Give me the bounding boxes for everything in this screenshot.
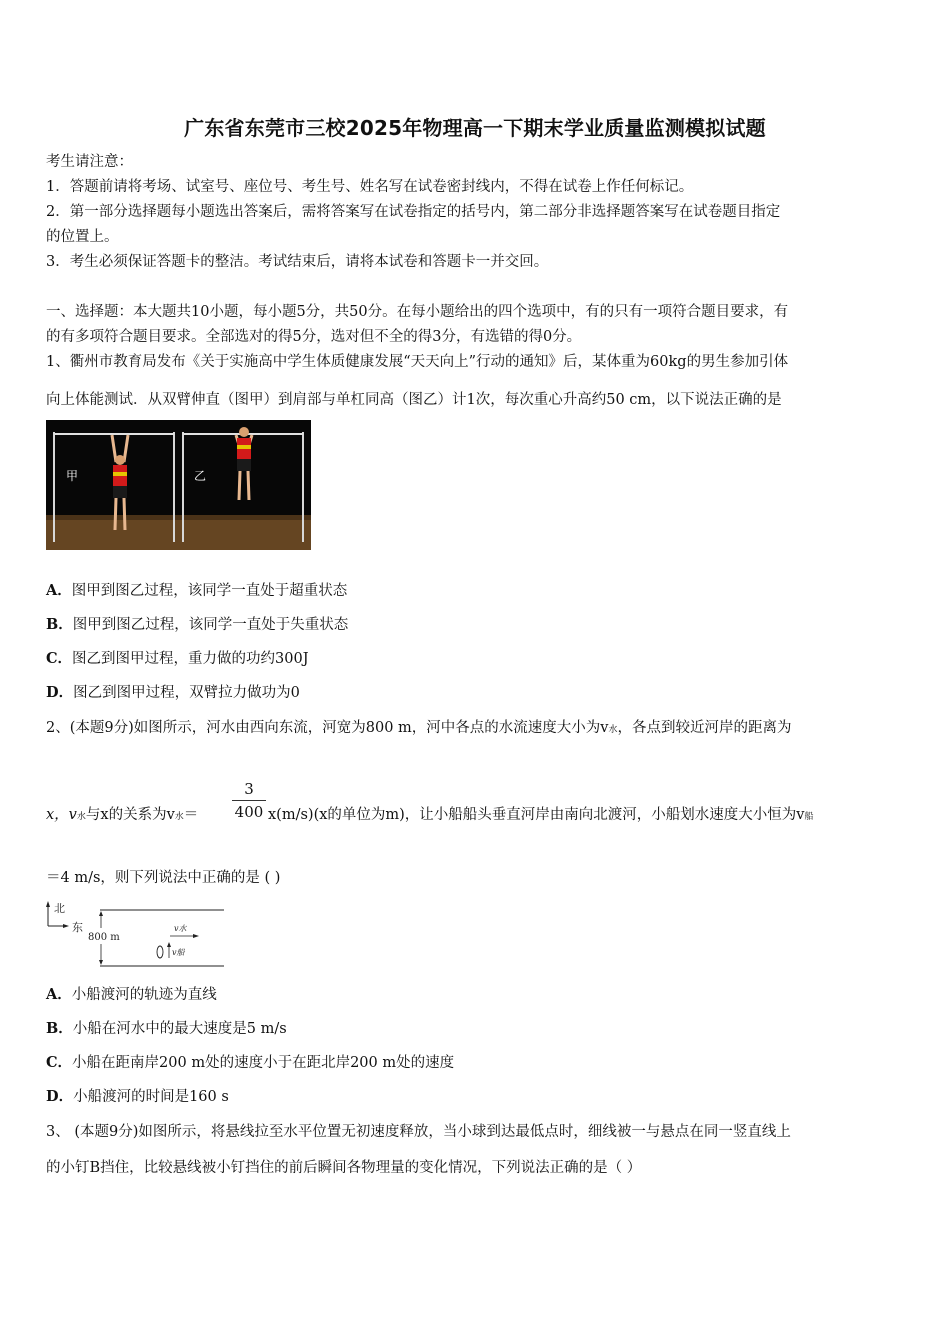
fraction-numerator: 3 [244, 780, 254, 798]
q1-stem-line2: 向上体能测试．从双臂伸直（图甲）到肩部与单杠同高（图乙）计1次，每次重心升高约50 cm，以下说法正确的是 [46, 392, 782, 408]
q2-stem-line1 [46, 718, 908, 740]
v-boat-label: v船 [172, 948, 185, 957]
q2-option-d[interactable] [46, 1087, 229, 1107]
option-label: B． [46, 616, 73, 633]
option-label: C． [46, 1054, 73, 1071]
notice-heading: 考生请注意： [46, 154, 133, 170]
option-text: 小船渡河的轨迹为直线 [71, 987, 217, 1003]
option-text: 图甲到图乙过程，该同学一直处于超重状态 [71, 583, 348, 599]
q3-stem-line2: 的小钉B挡住，比较悬线被小钉挡住的前后瞬间各物理量的变化情况，下列说法正确的是（ ） [46, 1160, 642, 1176]
option-label: A． [46, 582, 72, 599]
option-text: 图乙到图甲过程，重力做的功约300J [72, 651, 309, 667]
pullup-photo [46, 420, 311, 550]
notice-item-1: 1．答题前请将考场、试室号、座位号、考生号、姓名写在试卷密封线内，不得在试卷上作任何标记。 [46, 179, 694, 195]
notice-item-3: 3．考生必须保证答题卡的整洁。考试结束后，请将本试卷和答题卡一并交回。 [46, 254, 549, 270]
q1-option-a[interactable] [46, 581, 347, 601]
q3-stem-line1: 3、 (本题9分)如图所示，将悬线拉至水平位置无初速度释放，当小球到达最低点时，细线被一与悬点在同一竖直线上 [46, 1124, 791, 1140]
option-label: B． [46, 1020, 73, 1037]
q2-stem-text: ＝ [183, 807, 199, 823]
fraction-bar [232, 800, 266, 801]
q1-option-b[interactable] [46, 615, 348, 635]
page-title: 广东省东莞市三校2025年物理高一下期末学业质量监测模拟试题 [184, 116, 766, 140]
q2-option-c[interactable] [46, 1053, 454, 1073]
option-text: 小船渡河的时间是160 s [73, 1089, 229, 1105]
fraction-denominator: 400 [234, 803, 264, 821]
option-label: D． [46, 1088, 74, 1105]
q1-option-c[interactable] [46, 649, 309, 669]
river-width-label: 800 m [88, 932, 120, 943]
option-text: 小船在河水中的最大速度是5 m/s [72, 1021, 287, 1037]
option-label: C． [46, 650, 73, 667]
q2-stem-text: 与x的关系为v [85, 807, 175, 823]
subscript: 水 [76, 812, 86, 822]
q2-stem-text: 2、(本题9分)如图所示，河水由西向东流，河宽为800 m，河中各点的水流速度大小为v [46, 720, 609, 736]
option-text: 图乙到图甲过程，双臂拉力做功为0 [73, 685, 300, 701]
subscript: 船 [804, 812, 814, 822]
q2-option-a[interactable] [46, 985, 217, 1005]
photo-label-yi: 乙 [194, 469, 207, 483]
east-label: 东 [72, 921, 83, 934]
q1-option-d[interactable] [46, 683, 300, 703]
q2-option-b[interactable] [46, 1019, 287, 1039]
q2-stem-tail: ，各点到较近河岸的距离为 [617, 720, 792, 736]
q2-stem-line3: ＝4 m/s，则下列说法中正确的是 ( ) [46, 870, 281, 886]
photo-label-jia: 甲 [66, 469, 79, 483]
q2-stem-line2-right [268, 805, 908, 827]
q2-stem-text: x，v [46, 807, 77, 823]
fraction [232, 780, 266, 821]
q2-stem-line2-left [46, 805, 232, 827]
q1-stem-line1: 1、衢州市教育局发布《关于实施高中学生体质健康发展“天天向上”行动的通知》后，某体重为60kg的男生参加引体 [46, 354, 789, 370]
q2-stem-text: x(m/s)(x的单位为m)，让小船船头垂直河岸由南向北渡河，小船划水速度大小恒为v [268, 807, 805, 823]
option-text: 小船在距南岸200 m处的速度小于在距北岸200 m处的速度 [72, 1055, 455, 1071]
v-water-label: v水 [174, 924, 187, 933]
option-label: A． [46, 986, 72, 1003]
notice-item-2: 2．第一部分选择题每小题选出答案后，需将答案写在试卷指定的括号内，第二部分非选择题答案写在试卷题目指定 [46, 204, 781, 220]
section-instructions-line2: 的有多项符合题目要求。全部选对的得5分，选对但不全的得3分，有选错的得0分。 [46, 329, 582, 345]
notice-item-2-cont: 的位置上。 [46, 229, 119, 245]
section-instructions-line1: 一、选择题：本大题共10小题，每小题5分，共50分。在每小题给出的四个选项中，有的只有一项符合题目要求，有 [46, 304, 789, 320]
river-diagram [46, 898, 226, 970]
option-label: D． [46, 684, 74, 701]
north-label: 北 [54, 902, 65, 915]
subscript: 水 [608, 725, 618, 735]
option-text: 图甲到图乙过程，该同学一直处于失重状态 [72, 617, 349, 633]
subscript: 水 [174, 812, 184, 822]
